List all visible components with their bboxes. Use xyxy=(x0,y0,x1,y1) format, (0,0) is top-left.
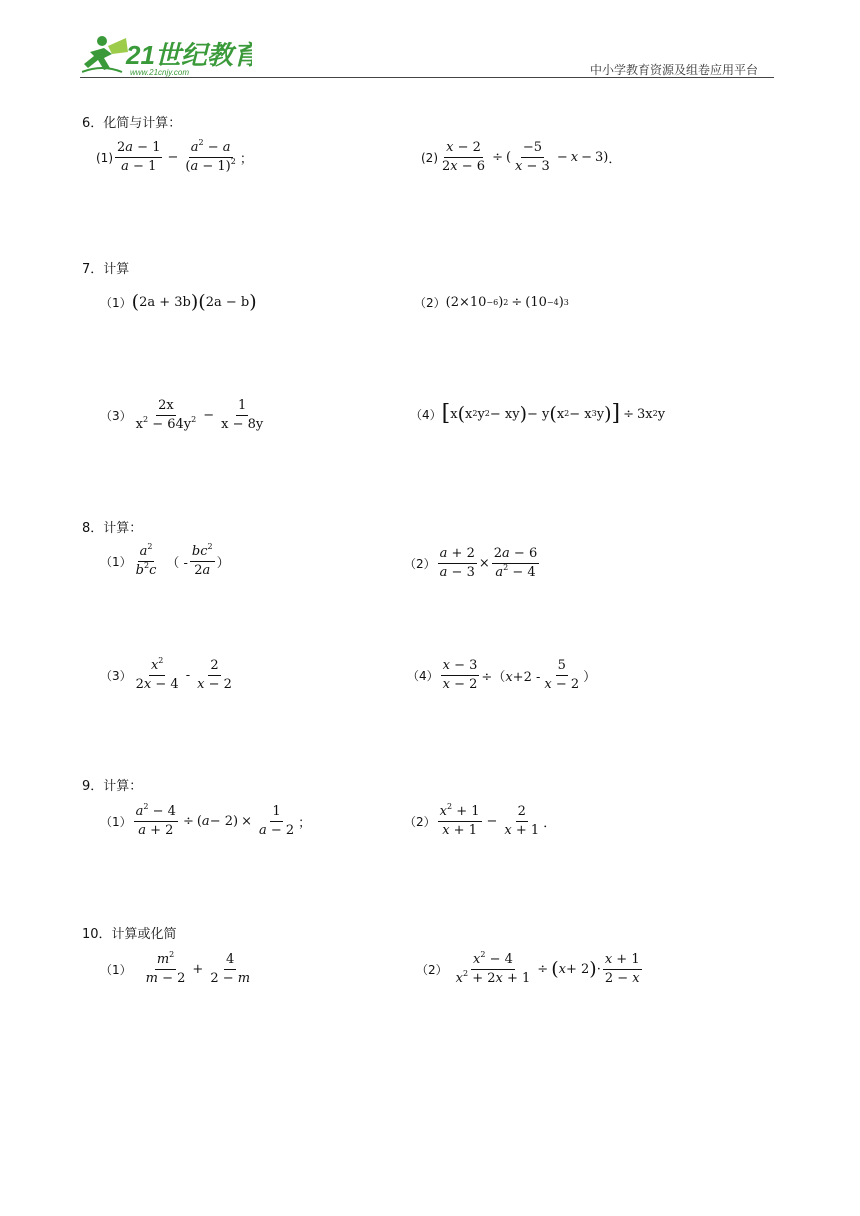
site-logo xyxy=(82,34,252,78)
q8-p2-label: （2） xyxy=(404,557,436,571)
q9-part1: （1） $\frac{a^2 - 4}{a + 2}$ ÷ ( a − 2) × $\frac{1}{a - 2}$ ； xyxy=(100,802,312,838)
q10-part2: （2） $\frac{x^2 - 4}{x^2 + 2x + 1}$ ÷ ( x + 2 ) · $\frac{x + 1}{2 - x}$ xyxy=(416,950,640,986)
q6-p2-label: (2) xyxy=(421,150,438,165)
q8-title: 8．计算： xyxy=(82,521,143,536)
q6-p1-label: (1) xyxy=(96,150,113,165)
q9-p2-tail: ． xyxy=(543,816,557,831)
q6-p2-tail: ． xyxy=(608,152,622,167)
q7-part4: （4） [ x ( x 2 y 2 − xy ) − y ( x 2 − x 3 y ) ] ÷ 3x 2 y xyxy=(410,401,666,426)
q7-p2-label: （2） xyxy=(414,296,446,310)
q9-p1-label: （1） xyxy=(100,815,132,829)
q6-part2: (2) $\frac{x - 2}{2x - 6}$ ÷ ( $\frac{-5}{x - 3}$ − x − 3) ． xyxy=(421,140,622,174)
q10-p2-label: （2） xyxy=(416,963,448,977)
q10-p1-label: （1） xyxy=(100,963,132,977)
q6-title: 6．化简与计算： xyxy=(82,116,182,131)
q7-p3-label: （3） xyxy=(100,409,132,423)
q8-part2: （2） $\frac{a + 2}{a - 3}$ × $\frac{2a - 6}{a^2 - 4}$ xyxy=(404,546,538,580)
svg-text:21世纪教育: 21世纪教育 xyxy=(126,40,252,70)
q6-part1: (1) $\frac{2a - 1}{a - 1}$ − $\frac{a^2 - a}{(a - 1)^2}$ ； xyxy=(96,138,253,174)
q10-title: 10．计算或化简 xyxy=(82,927,177,942)
runner-logo-icon xyxy=(82,34,252,78)
q10-part1: （1） $\frac{m^2}{m - 2}$ + $\frac{4}{2 - m}$ xyxy=(100,950,251,986)
q8-p1-label: （1） xyxy=(100,555,132,569)
q7-part1: （1） ( 2a + 3b ) ( 2a − b ) xyxy=(100,291,257,313)
header-platform-text: 中小学教育资源及组卷应用平台 xyxy=(590,63,759,77)
q8-p3-label: （3） xyxy=(100,669,132,683)
q9-p1-tail: ； xyxy=(298,816,312,831)
header-divider xyxy=(80,77,774,78)
q7-part2: （2） (2×10 −6 ) 2 ÷ (10 −4 ) 3 xyxy=(414,295,569,310)
q7-p4-label: （4） xyxy=(410,407,442,422)
q7-part3: （3） $\frac{2x}{x^2 - 64y^2}$ − $\frac{1}{x - 8y}$ xyxy=(100,398,264,432)
q9-part2: （2） $\frac{x^2 + 1}{x + 1}$ − $\frac{2}{x + 1}$ ． xyxy=(404,802,557,838)
q7-p1-label: （1） xyxy=(100,296,132,310)
q9-title: 9．计算： xyxy=(82,779,143,794)
q8-part1: （1） $\frac{a^2}{b^2c}$ （ - $\frac{bc^2}{2a}$ ） xyxy=(100,542,230,578)
q6-p1-tail: ； xyxy=(239,152,253,167)
q9-p2-label: （2） xyxy=(404,815,436,829)
q7-title: 7．计算 xyxy=(82,262,130,277)
q8-p4-label: （4） xyxy=(407,669,439,683)
q8-part4: （4） $\frac{x - 3}{x - 2}$ ÷（x+2 - $\frac{5}{x - 2}$ ） xyxy=(407,658,597,692)
q8-part3: （3） $\frac{x^2}{2x - 4}$ - $\frac{2}{x - 2}$ xyxy=(100,656,232,692)
svg-text:www.21cnjy.com: www.21cnjy.com xyxy=(130,68,189,77)
